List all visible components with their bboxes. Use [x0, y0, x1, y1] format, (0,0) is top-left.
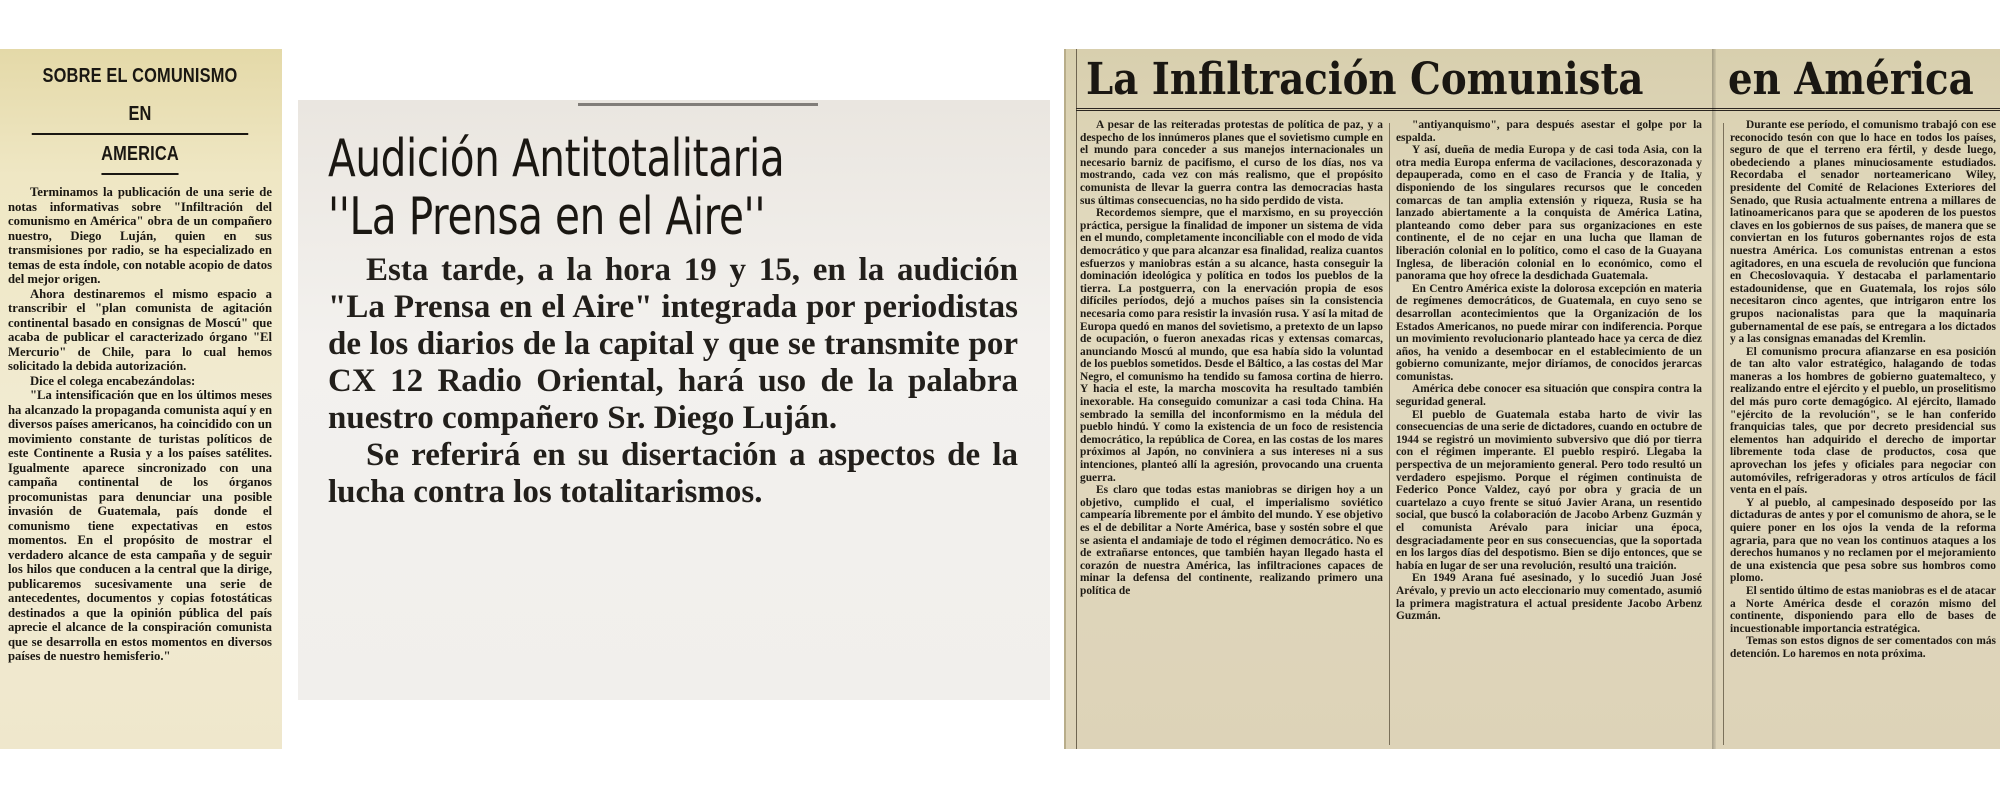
paragraph: "antiyanquismo", para después asestar el golpe por la espalda. — [1396, 119, 1702, 144]
column-rule — [1389, 123, 1390, 745]
title-line-2: ''La Prensa en el Aire'' — [328, 187, 766, 247]
article-columns — [1080, 119, 1998, 749]
title-line-1: Audición Antitotalitaria — [328, 129, 785, 189]
paragraph: "La intensificación que en los últimos meses ha alcanzado la propaganda comunista aquí y en diversos países americanos, ha coincidido con un movimiento constante de turistas políticos de este Continente a Rusia y a los países satélites. Igualmente aparece sincronizado con una campaña continental de los órganos procomunistas para denunciar una posible invasión de Guatemala, país donde el comunismo tiene expectativas en estos momentos. En el propósito de mostrar el verdadero alcance de esta campaña y de seguir los hilos que conducen a la central que la dirige, publicaremos sucesivamente una serie de antecedentes, documentos y copias fotostáticas destinados a que la opinión pública del país aprecie el alcance de la conspiración comunista que se desarrolla en estos momentos en diversos países de nuestro hemisferio." — [8, 388, 272, 663]
paragraph: Recordemos siempre, que el marxismo, en su proyección práctica, persigue la finalidad de imponer un sistema de vida en el mundo, completamente inconciliable con el modo de vida democrático y que para alcanzar esa finalidad, realiza cuantos esfuerzos y maniobras están a su alcance, hasta conseguir la dominación ideológica y política en todos los pueblos de la tierra. La postguerra, con la enervación propia de esos difíciles períodos, dejó a muchos países sin la consistencia necesaria como para resistir la invasión rusa. Y así la mitad de Europa quedó en manos del sovietismo, a pretexto de un lapso de ocupación, o fueron anexadas ricas y extensas comarcas, anunciando Moscú al mundo, que esa había sido la voluntad de los pueblos sometidos. Desde el Báltico, a las costas del Mar Negro, el comunismo ha tendido su famosa cortina de hierro. Y hacia el este, la marcha moscovita ha resultado también inexorable. Ha conseguido comunizar a casi toda China. Ha sembrado la semilla del inconformismo en la médula del pueblo hindú. Y como la existencia de un foco de resistencia democrático, la república de Corea, en las costas de los mares próximos al Japón, no conviniera a sus intereses ni a sus intenciones, planteó allí la agresión, provocando una cruenta guerra. — [1080, 207, 1383, 484]
paragraph: A pesar de las reiteradas protestas de política de paz, y a despecho de los innúmeros planes que el sovietismo cumple en el mundo para conceder a sus manejos internacionales un necesario barniz de pacifismo, el curso de los días, nos va mostrando, cada vez con más realismo, que el propósito comunista de llevar la guerra contra las democracias hasta sus últimas consecuencias, no ha sido perdido de vista. — [1080, 119, 1383, 207]
page-border-line — [1076, 49, 1077, 749]
clipping-audicion-antitotalitaria — [298, 100, 1050, 700]
clipping-la-infiltracion-comunista — [1064, 49, 2000, 749]
paragraph: En 1949 Arana fué asesinado, y lo sucedió Juan José Arévalo, y previo un acto eleccionario muy comentado, asumió la primera magistratura el actual presidente Jacobo Arbenz Guzmán. — [1396, 572, 1702, 623]
heading-line-2: AMERICA — [101, 135, 179, 175]
paragraph: Y al pueblo, al campesinado desposeído por las dictaduras de antes y por el comunismo de ahora, se le quiere poner en los ojos la venda de la reforma agraria, para que no vean los continuos ataques a los derechos humanos y no reclamen por el mejoramiento de una existencia que pesa sobre sus hombros como plomo. — [1730, 496, 1996, 585]
paragraph: El comunismo procura afianzarse en esa posición de tan alto valor estratégico, halagando de todas maneras a los hombres de gobierno guatemalteco, y realizando entre el ejército y el pueblo, un proselitismo del más puro corte demagógico. Al ejército, llamado "ejército de la revolución", se le han conferido franquicias tales, que por decreto presidencial sus elementos han adquirido el derecho de importar libremente toda clase de productos, cosa que aprovechan los jefes y oficiales para negociar con automóviles, refrigeradoras y otros artículos de fácil venta en el país. — [1730, 345, 1996, 497]
paragraph: Y así, dueña de media Europa y de casi toda Asia, con la otra media Europa enferma de vacilaciones, descorazonada y depauperada, como en el caso de Francia y de Italia, y disponiendo de los singulares recursos que le conceden comarcas de tan amplia extensión y riqueza, Rusia se ha lanzado abiertamente a la conquista de América Latina, planteando como deber para sus organizaciones en este continente, el de no cejar en una lucha que llaman de liberación colonial en lo político, como el caso de la Guayana Inglesa, de liberación colonial en lo económico, como el panorama que hoy ofrece la desdichada Guatemala. — [1396, 144, 1702, 283]
heading-line-1: SOBRE EL COMUNISMO EN — [32, 57, 248, 135]
paragraph: Esta tarde, a la hora 19 y 15, en la audición "La Prensa en el Aire" integrada por periodistas de los diarios de la capital y que se transmite por CX 12 Radio Oriental, hará uso de la palabra nuestro compañero Sr. Diego Luján. — [328, 252, 1018, 436]
clipping-body — [8, 185, 272, 664]
clipping-sobre-el-comunismo — [0, 49, 282, 749]
paragraph: Dice el colega encabezándolas: — [30, 373, 196, 388]
article-headline — [1076, 49, 2000, 111]
paragraph: Ahora destinaremos el mismo espacio a transcribir el "plan comunista de agitación continental basado en consignas de Moscú" que acaba de publicar el caracterizado órgano "El Mercurio" de Chile, para lo cual hemos solicitado la debida autorización. — [8, 286, 272, 373]
paragraph: Terminamos la publicación de una serie de notas informativas sobre "Infiltración del comunismo en América" obra de un compañero nuestro, Diego Luján, quien en sus transmisiones por radio, se ha especializado en temas de esta índole, con notable acopio de datos del mejor origen. — [8, 185, 272, 286]
cut-text-remnant — [578, 100, 818, 106]
paragraph: América debe conocer esa situación que conspira contra la seguridad general. — [1396, 383, 1702, 409]
paragraph: Durante ese período, el comunismo trabajó con ese reconocido tesón con que lo hace en todos los países, seguro de que el terreno era fértil, y desde luego, obedeciendo a planes minuciosamente estudiados. Recordaba el senador norteamericano Wiley, presidente del Comité de Relaciones Exteriores del Senado, que Rusia actualmente entrena a millares de latinoamericanos para que se apoderen de los puestos claves en los gobiernos de sus países, de manera que se conviertan en los futuros gobernantes rojos de esta nuestra América. Los comunistas entrenan a estos agitadores, en una escuela de revolución que funciona en Checoslovaquia. Y destacaba el parlamentario estadounidense, que en Guatemala, los rojos sólo necesitaron cinco agentes, que intrigaron entre los grupos nacionalistas para que la maquinaria gubernamental de ese país, se entregara a los dictados y a las consignas emanadas del Kremlin. — [1730, 119, 1996, 346]
clipping-title — [328, 130, 866, 246]
clipping-body — [328, 252, 1018, 511]
paragraph: Es claro que todas estas maniobras se dirigen hoy a un objetivo, cumplido el cual, el imperialismo soviético campearía libremente por el ámbito del mundo. Y ese objetivo es el de debilitar a Norte América, base y sostén sobre el que se asienta el andamiaje de todo el régimen democrático. No es de extrañarse entonces, que también hayan llegado hasta el corazón de nuestra América, las infiltraciones capaces de minar la defensa del continente, realizando primero una política de — [1080, 484, 1383, 597]
headline-part-2: en América — [1728, 54, 1974, 105]
clipping-heading — [32, 57, 248, 175]
paragraph: Se referirá en su disertación a aspectos de la lucha contra los totalitarismos. — [328, 437, 1018, 510]
paragraph: Temas son estos dignos de ser comentados con más detención. Lo haremos en nota próxima. — [1730, 635, 1996, 660]
article-column-1 — [1080, 119, 1383, 749]
column-rule — [1723, 123, 1724, 745]
article-column-3 — [1730, 119, 1996, 749]
article-column-2 — [1396, 119, 1702, 749]
paragraph: El sentido último de estas maniobras es el de atacar a Norte América desde el corazón mismo del continente, disponiendo para ello de bases de incuestionable importancia estratégica. — [1730, 584, 1996, 635]
paragraph: En Centro América existe la dolorosa excepción en materia de regímenes democráticos, de Guatemala, en cuyo seno se desarrollan acontecimientos que la Organización de los Estados Americanos, no puede mirar con indiferencia. Porque un movimiento revolucionario planteado hace ya cerca de diez años, ha venido a desembocar en el establecimiento de un gobierno comunizante, mejor diríamos, de conocidos jerarcas comunistas. — [1396, 282, 1702, 383]
headline-part-1: La Infiltración Comunista — [1086, 54, 1644, 105]
paragraph: El pueblo de Guatemala estaba harto de vivir las consecuencias de una serie de dictadores, cuando en octubre de 1944 se registró un movimiento subversivo que dió por tierra con el régimen imperante. El pueblo respiró. Llegaba la perspectiva de un mejoramiento general. Pero todo resultó un verdadero espejismo. Porque el régimen continuista de Federico Ponce Valdez, cayó por obra y gracia de un cuartelazo a cuyo frente se situó Javier Arana, un resentido social, que buscó la colaboración de Jacobo Arbenz Guzmán y el comunista Arévalo para iniciar una época, desgraciadamente peor en sus consecuencias, que la soportada en los largos días del despotismo. Bien se dijo entonces, que se había en lugar de ser una revolución, resultó una traición. — [1396, 408, 1702, 572]
